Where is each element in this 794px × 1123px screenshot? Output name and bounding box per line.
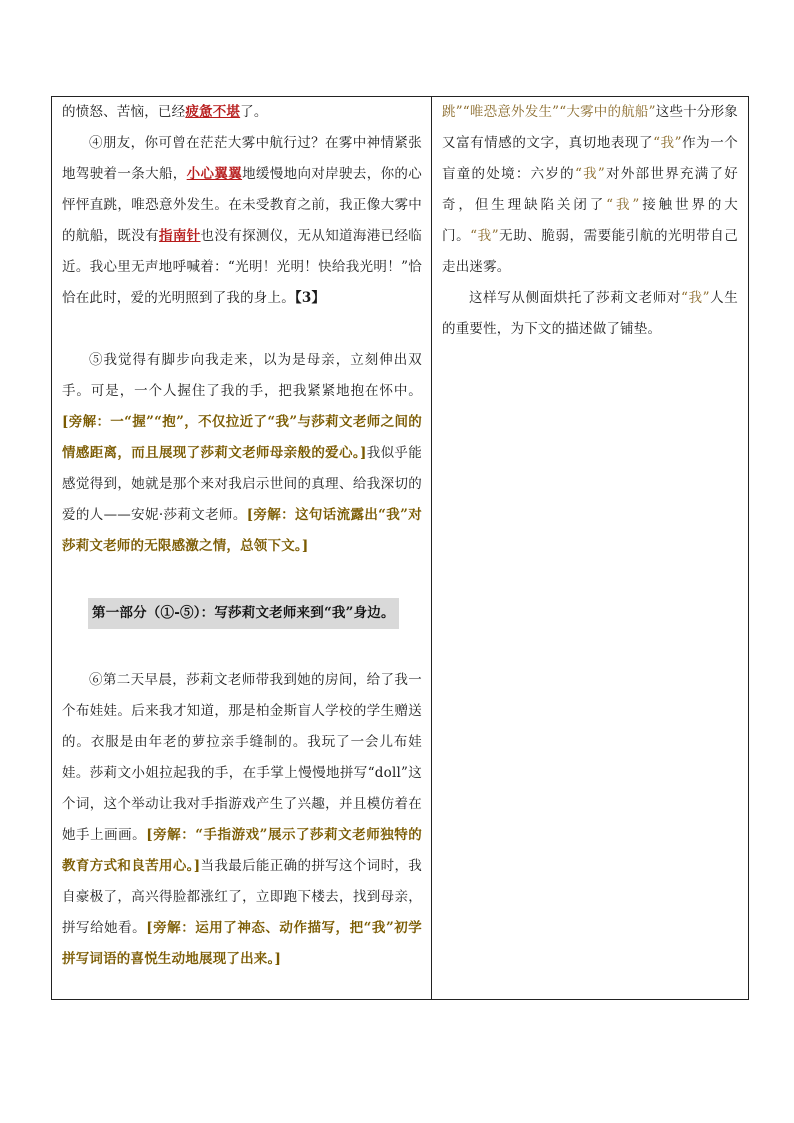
quoted-phrase: 跳”“唯恐意外发生”“大雾中的航船” [442, 104, 656, 120]
text-run: 了。 [240, 104, 268, 120]
side-annotation: [旁解：“手指游戏”展示了莎莉文老师独特的教育方式和良苦用心。] [62, 827, 422, 874]
quoted-phrase: “我” [606, 197, 640, 213]
side-annotation: [旁解：运用了神态、动作描写，把“我”初学拼写词语的喜悦生动地展现了出来。] [62, 920, 422, 967]
text-run: 无助、脆弱，需要能引航的光明带自己走出迷雾。 [442, 228, 739, 275]
paragraph-4 [62, 128, 422, 314]
text-run: 作为一个盲童的处境：六岁的 [442, 135, 739, 182]
analysis-text [442, 97, 738, 345]
quoted-phrase: “我” [574, 166, 606, 182]
text-run: ④朋友，你可曾在茫茫大雾中航行过？在雾中神情紧张地驾驶着一条大船， [62, 135, 422, 182]
paragraph-5 [62, 345, 422, 562]
quoted-phrase: “我” [680, 290, 710, 306]
text-run: ⑤我觉得有脚步向我走来，以为是母亲，立刻伸出双手。可是，一个人握住了我的手，把我紧紧地抱在怀中。 [62, 352, 422, 399]
footnote-tag: 【3】 [294, 290, 326, 306]
key-phrase: 小心翼翼 [186, 166, 243, 182]
content-table [51, 96, 749, 1000]
text-run: 也没有探测仪，无从知道海港已经临近。我心里无声地呼喊着：“光明！光明！快给我光明！”恰恰在此时，爱的光明照到了我的身上。 [62, 228, 422, 306]
analysis-column [432, 97, 748, 999]
section-summary [62, 598, 422, 629]
text-run: 这些十分形象又富有情感的文字，真切地表现了 [442, 104, 739, 151]
text-run: 地缓慢地向对岸驶去，你的心怦怦直跳，唯恐意外发生。在未受教育之前，我正像大雾中的航船，既没有 [62, 166, 422, 244]
paragraph-6 [62, 665, 422, 975]
text-column [52, 97, 432, 999]
key-phrase: 指南针 [158, 228, 201, 244]
text-run: 当我最后能正确的拼写这个词时，我自豪极了，高兴得脸都涨红了，立即跑下楼去，找到母亲，拼写给她看。 [62, 858, 422, 936]
paragraph-3-end [62, 97, 422, 128]
text-run: 人生的重要性，为下文的描述做了铺垫。 [442, 290, 738, 337]
text-run: 我似乎能感觉得到，她就是那个来对我启示世间的真理、给我深切的爱的人——安妮·莎莉文老师。 [62, 445, 422, 523]
passage-text [62, 97, 422, 975]
side-annotation: [旁解：这句话流露出“我”对莎莉文老师的无限感激之情，总领下文。] [62, 507, 422, 554]
quoted-phrase: “我” [470, 228, 499, 244]
text-run: 这样写从侧面烘托了莎莉文老师对 [469, 290, 681, 306]
side-annotation: [旁解：一“握”“抱”，不仅拉近了“我”与莎莉文老师之间的情感距离，而且展现了莎莉文老师母亲般的爱心。] [62, 414, 422, 461]
quoted-phrase: “我” [653, 135, 682, 151]
analysis-paragraph-2 [442, 283, 738, 345]
text-run: 对外部世界充满了好奇，但生理缺陷关闭了 [442, 166, 738, 213]
text-run: 接触世界的大门。 [442, 197, 739, 244]
text-run: 的愤怒、苦恼，已经 [62, 104, 186, 120]
text-run: ⑥第二天早晨，莎莉文老师带我到她的房间，给了我一个布娃娃。后来我才知道，那是柏金斯盲人学校的学生赠送的。衣服是由年老的萝拉亲手缝制的。我玩了一会儿布娃娃。莎莉文小姐拉起我的手，在手掌上慢慢地拼写“doll”这个词，这个举动让我对手指游戏产生了兴趣，并且模仿着在她手上画画。 [62, 672, 422, 843]
analysis-paragraph-1 [442, 97, 738, 283]
key-phrase: 疲惫不堪 [185, 104, 241, 120]
section-heading: 第一部分（①-⑤）：写莎莉文老师来到“我”身边。 [88, 598, 399, 629]
